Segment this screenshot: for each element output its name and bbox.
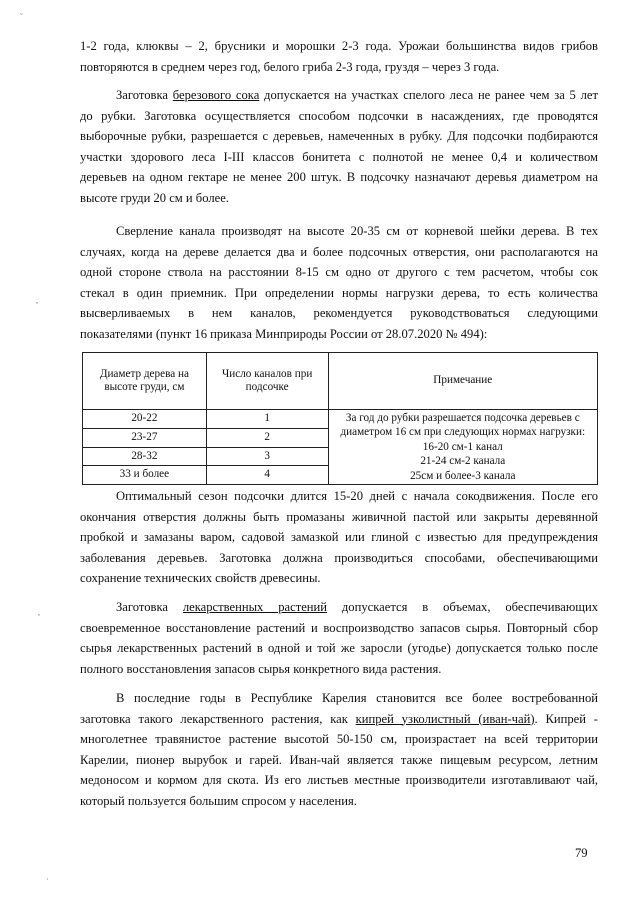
text-line: 1-2 года, клюквы – 2, брусники и морошки 2-3 года. Урожаи большинства видов грибов: [80, 39, 598, 53]
table-row: [83, 410, 598, 429]
note-line: 21-24 см-2 канала: [420, 455, 506, 468]
text-line: случаях, когда на дереве делается два и более подсочных отверстия, они располагаются на: [80, 244, 598, 259]
text-line: окончания отверстия должны быть промазаны живичной пастой или закрыты деревянной: [80, 509, 598, 524]
cell-channels: 3: [206, 447, 328, 466]
paragraph-season: [80, 486, 598, 589]
note-line: 25см и более-3 канала: [410, 469, 516, 482]
text-line: стекал в один приемник. При определении нормы нагрузки дерева, то есть количества: [80, 285, 598, 300]
text-line: показателями (пункт 16 приказа Минприроды России от 28.07.2020 № 494):: [80, 326, 488, 341]
text-line: многолетнее травянистое растение высотой 50-150 см, произрастает на всей территории: [80, 732, 598, 747]
term-fireweed: кипрей узколистный (иван-чай): [355, 711, 535, 726]
cell-channels: 2: [206, 428, 328, 447]
text-line: Оптимальный сезон подсочки длится 15-20 дней с начала сокодвижения. После его: [116, 489, 598, 503]
note-line: За год до рубки разрешается подсочка деревьев с: [345, 412, 580, 424]
text-line: одной стороне ствола на расстоянии 8-15 см одно от другого с тем расчетом, чтобы сок: [80, 265, 598, 280]
cell-channels: 1: [206, 410, 328, 429]
text-line: пробкой и замазаны варом, садовой замазкой или глиной с известью для предупреждения: [80, 530, 598, 545]
cell-note: [328, 410, 597, 485]
paragraph-medicinal: [80, 597, 598, 679]
tapping-norms-table: [82, 352, 598, 485]
header-diameter: Диаметр дерева на высоте груди, см: [83, 353, 207, 410]
text-line: Заготовка березового сока допускается на участках спелого леса не ранее чем за 5 лет: [116, 88, 598, 102]
term-medicinal-plants: лекарственных растений: [182, 600, 328, 614]
scan-speck: ·: [46, 875, 49, 884]
paragraph-fireweed: [80, 688, 598, 812]
cell-diameter: 33 и более: [83, 466, 207, 485]
text-line: сохранение технических свойств древесины.: [80, 571, 321, 586]
text-line: высверливаемых в нем каналов, рекомендуется руководствоваться следующими: [80, 306, 598, 321]
text-line: Карелии, пионер вырубок и гарей. Иван-чай является также пищевым ресурсом, летним: [80, 752, 598, 767]
text-line: заготовка такого лекарственного растения, как кипрей узколистный (иван-чай). Кипрей -: [80, 711, 598, 726]
cell-diameter: 28-32: [83, 447, 207, 466]
term-birch-sap: березового сока: [172, 88, 260, 102]
paragraph-yields: [80, 36, 598, 77]
scan-speck: ,: [36, 296, 38, 305]
text-line: участки здорового леса I-III классов бонитета с полнотой не менее 0,4 и количеством: [80, 149, 598, 164]
table-header-row: [83, 353, 598, 410]
header-note: Примечание: [328, 353, 597, 410]
text-line: деревьев на одном гектаре не менее 200 штук. В подсочку назначают деревья диаметром на: [80, 170, 598, 185]
text-line: Заготовка лекарственных растений допускается в объемах, обеспечивающих: [116, 600, 598, 614]
text-line: заболевания деревьев. Заготовка должна производиться способами, обеспечивающими: [80, 550, 598, 565]
text-line: своевременное восстановление растений и воспроизводство запасов сырья. Повторный сбор: [80, 620, 598, 635]
note-line: 16-20 см-1 канал: [422, 440, 503, 453]
scan-speck: ˇ: [20, 12, 23, 21]
page-number: 79: [575, 846, 588, 860]
text-line: до рубки. Заготовка осуществляется способом подсочки в насаждениях, где проводятся: [80, 108, 598, 123]
cell-diameter: 23-27: [83, 428, 207, 447]
text-line: медоносом и кормом для скота. Из его листьев местные производители изготавливают чай,: [80, 773, 598, 788]
text-line: полного восстановления запасов сырья конкретного вида растения.: [80, 661, 442, 676]
cell-diameter: 20-22: [83, 410, 207, 429]
cell-channels: 4: [206, 466, 328, 485]
text-line: повторяются в среднем через год, белого гриба 2-3 года, груздя – через 3 года.: [80, 59, 500, 74]
scan-speck: ,: [38, 608, 40, 617]
text-line: сырья лекарственных растений в одной и той же заросли (угодье) допускается только после: [80, 641, 598, 656]
header-channels: Число каналов при подсочке: [206, 353, 328, 410]
text-line: выборочные рубки, разрешается с деревьев, намеченных в рубку. Для подсочки подбираются: [80, 129, 598, 144]
text-line: В последние годы в Республике Карелия становится все более востребованной: [116, 691, 598, 705]
text-line: Сверление канала производят на высоте 20-35 см от корневой шейки дерева. В тех: [116, 224, 598, 238]
note-line: диаметром 16 см при следующих нормах нагрузки:: [340, 426, 586, 439]
paragraph-drilling: [80, 221, 598, 345]
paragraph-birch-sap: [80, 85, 598, 209]
text-line: высоте груди 20 см и более.: [80, 190, 229, 205]
text-line: который пользуется большим спросом у населения.: [80, 793, 357, 808]
